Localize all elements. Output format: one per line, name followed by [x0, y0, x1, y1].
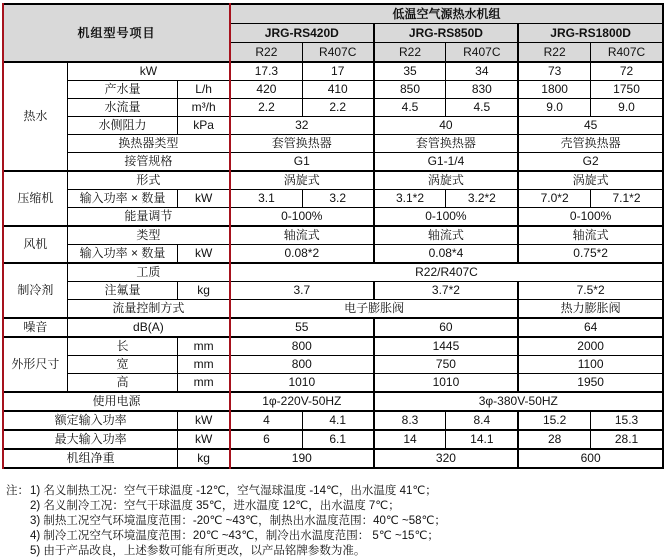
table-title: 低温空气源热水机组: [230, 4, 663, 24]
table-row: [3, 282, 663, 300]
row-category: 制冷剂: [3, 263, 67, 318]
value-cell: 17: [302, 62, 373, 81]
value-cell: 涡旋式: [374, 171, 519, 190]
value-cell: 轴流式: [230, 226, 374, 245]
table-row: [3, 430, 663, 449]
value-cell: 涡旋式: [230, 171, 374, 190]
value-cell: 320: [374, 449, 519, 468]
value-cell: 9.0: [518, 99, 590, 117]
value-cell: 9.0: [591, 99, 663, 117]
table-row: [3, 99, 663, 117]
refrigerant-type: R407C: [446, 43, 518, 63]
model-name: JRG-RS420D: [230, 24, 374, 43]
row-label: 水流量: [67, 99, 177, 117]
note-line: 1) 名义制热工况：空气干球温度 -12℃，空气湿球温度 -14℃，出水温度 41℃；: [30, 485, 437, 497]
row-label: 水侧阻力: [67, 117, 177, 135]
value-cell: 15.2: [518, 411, 590, 430]
value-cell: 6: [230, 430, 302, 449]
model-name: JRG-RS1800D: [518, 24, 663, 43]
value-cell: 32: [230, 117, 374, 135]
row-label: 使用电源: [3, 392, 230, 411]
row-label: 长: [67, 337, 177, 356]
value-cell: 3.2: [302, 190, 373, 208]
value-cell: 0.08*4: [374, 245, 519, 264]
value-cell: 3φ-380V-50HZ: [374, 392, 663, 411]
note-line: 3) 制热工况空气环境温度范围：-20℃ ~43℃，制热出水温度范围：40℃ ~58℃；: [30, 515, 446, 527]
value-cell: 6.1: [302, 430, 373, 449]
row-category: 外形尺寸: [3, 337, 67, 392]
row-category: 风机: [3, 226, 67, 263]
value-cell: 热力膨胀阀: [518, 300, 663, 319]
table-row: [3, 190, 663, 208]
value-cell: 600: [518, 449, 663, 468]
value-cell: 72: [591, 62, 663, 81]
value-cell: 64: [518, 318, 663, 337]
row-label: 产水量: [67, 81, 177, 99]
row-label: 宽: [67, 356, 177, 374]
note-line: 5) 由于产品改良，上述参数可能有所更改，以产品铭牌参数为准。: [30, 545, 366, 557]
unit-cell: mm: [178, 374, 230, 393]
notes-prefix: 注：: [6, 485, 29, 497]
value-cell: G1-1/4: [374, 153, 519, 172]
value-cell: 3.7: [230, 282, 374, 300]
row-label: 类型: [67, 226, 230, 245]
unit-cell: mm: [178, 337, 230, 356]
row-label: 能量调节: [67, 208, 230, 227]
value-cell: 1010: [230, 374, 374, 393]
table-row: [3, 81, 663, 99]
value-cell: 55: [230, 318, 374, 337]
value-cell: 1750: [591, 81, 663, 99]
value-cell: 8.3: [374, 411, 446, 430]
table-row: [3, 62, 663, 81]
value-cell: 4: [230, 411, 302, 430]
value-cell: G2: [518, 153, 663, 172]
value-cell: 0-100%: [518, 208, 663, 227]
value-cell: 3.1: [230, 190, 302, 208]
table-row: [3, 374, 663, 393]
table-corner: 机组型号项目: [3, 4, 230, 62]
table-row: [3, 245, 663, 264]
table-row: [3, 117, 663, 135]
value-cell: 7.0*2: [518, 190, 590, 208]
unit-cell: m³/h: [178, 99, 230, 117]
spec-table: [2, 3, 664, 469]
row-label: 形式: [67, 171, 230, 190]
row-category: 热水: [3, 62, 67, 171]
value-cell: 壳管换热器: [518, 135, 663, 153]
value-cell: 1445: [374, 337, 519, 356]
value-cell: 8.4: [446, 411, 518, 430]
value-cell: R22/R407C: [230, 263, 663, 282]
row-category: 噪音: [3, 318, 67, 337]
refrigerant-type: R22: [518, 43, 590, 63]
value-cell: 35: [374, 62, 446, 81]
unit-cell: mm: [178, 356, 230, 374]
value-cell: 34: [446, 62, 518, 81]
table-row: [3, 226, 663, 245]
unit-cell: kW: [178, 430, 230, 449]
value-cell: 2.2: [302, 99, 373, 117]
value-cell: 涡旋式: [518, 171, 663, 190]
value-cell: 套管换热器: [374, 135, 519, 153]
value-cell: 830: [446, 81, 518, 99]
value-cell: 73: [518, 62, 590, 81]
notes: [6, 484, 668, 559]
refrigerant-type: R22: [374, 43, 446, 63]
value-cell: 40: [374, 117, 519, 135]
table-row: [3, 263, 663, 282]
value-cell: 4.1: [302, 411, 373, 430]
value-cell: 0.08*2: [230, 245, 374, 264]
row-label: 输入功率 × 数量: [67, 245, 177, 264]
unit-cell: kg: [178, 449, 230, 468]
value-cell: 2.2: [230, 99, 302, 117]
row-category: 压缩机: [3, 171, 67, 226]
row-label: 额定输入功率: [3, 411, 178, 430]
unit-cell: kPa: [178, 117, 230, 135]
table-row: [3, 135, 663, 153]
value-cell: 4.5: [374, 99, 446, 117]
table-row: [3, 356, 663, 374]
unit-cell: kW: [178, 190, 230, 208]
table-row: [3, 153, 663, 172]
value-cell: 800: [230, 337, 374, 356]
value-cell: G1: [230, 153, 374, 172]
value-cell: 1950: [518, 374, 663, 393]
refrigerant-type: R22: [230, 43, 302, 63]
table-row: [3, 337, 663, 356]
value-cell: 7.1*2: [591, 190, 663, 208]
value-cell: 1100: [518, 356, 663, 374]
note-line: 4) 制冷工况空气环境温度范围：20℃ ~43℃，制冷出水温度范围： 5℃ ~15℃；: [30, 530, 439, 542]
value-cell: 190: [230, 449, 374, 468]
value-cell: 4.5: [446, 99, 518, 117]
table-row: [3, 449, 663, 468]
value-cell: 15.3: [591, 411, 663, 430]
refrigerant-type: R407C: [591, 43, 663, 63]
value-cell: 7.5*2: [518, 282, 663, 300]
table-row: [3, 171, 663, 190]
unit-cell: kg: [178, 282, 230, 300]
row-label: 机组净重: [3, 449, 178, 468]
value-cell: 14.1: [446, 430, 518, 449]
table-row: [3, 300, 663, 319]
model-name: JRG-RS850D: [374, 24, 519, 43]
value-cell: 14: [374, 430, 446, 449]
value-cell: 3.7*2: [374, 282, 519, 300]
unit-cell: kW: [178, 411, 230, 430]
value-cell: 750: [374, 356, 519, 374]
value-cell: 0-100%: [374, 208, 519, 227]
row-label: 工质: [67, 263, 230, 282]
refrigerant-type: R407C: [302, 43, 373, 63]
row-label: 接管规格: [67, 153, 230, 172]
value-cell: 轴流式: [518, 226, 663, 245]
value-cell: 28.1: [591, 430, 663, 449]
value-cell: 电子膨胀阀: [230, 300, 518, 319]
value-cell: 800: [230, 356, 374, 374]
value-cell: 套管换热器: [230, 135, 374, 153]
table-row: [3, 411, 663, 430]
value-cell: 850: [374, 81, 446, 99]
value-cell: 420: [230, 81, 302, 99]
unit-cell: kW: [178, 245, 230, 264]
value-cell: 轴流式: [374, 226, 519, 245]
row-label: 最大输入功率: [3, 430, 178, 449]
value-cell: 410: [302, 81, 373, 99]
value-cell: 45: [518, 117, 663, 135]
table-row: [3, 318, 663, 337]
value-cell: 60: [374, 318, 519, 337]
value-cell: 1800: [518, 81, 590, 99]
value-cell: 17.3: [230, 62, 302, 81]
value-cell: 1φ-220V-50HZ: [230, 392, 374, 411]
table-row: [3, 208, 663, 227]
header-row-title: [3, 4, 663, 24]
notes-body: [30, 484, 446, 559]
value-cell: 0-100%: [230, 208, 374, 227]
value-cell: 1010: [374, 374, 519, 393]
value-cell: 3.2*2: [446, 190, 518, 208]
row-label: 高: [67, 374, 177, 393]
row-label: kW: [67, 62, 230, 81]
row-label: 流量控制方式: [67, 300, 230, 319]
value-cell: 2000: [518, 337, 663, 356]
value-cell: 3.1*2: [374, 190, 446, 208]
row-label: 换热器类型: [67, 135, 230, 153]
value-cell: 28: [518, 430, 590, 449]
table-row: [3, 392, 663, 411]
unit-cell: L/h: [178, 81, 230, 99]
row-label: 注氟量: [67, 282, 177, 300]
row-label: dB(A): [67, 318, 230, 337]
row-label: 输入功率 × 数量: [67, 190, 177, 208]
note-line: 2) 名义制冷工况：空气干球温度 35℃，进水温度 12℃，出水温度 7℃；: [30, 500, 400, 512]
value-cell: 0.75*2: [518, 245, 663, 264]
